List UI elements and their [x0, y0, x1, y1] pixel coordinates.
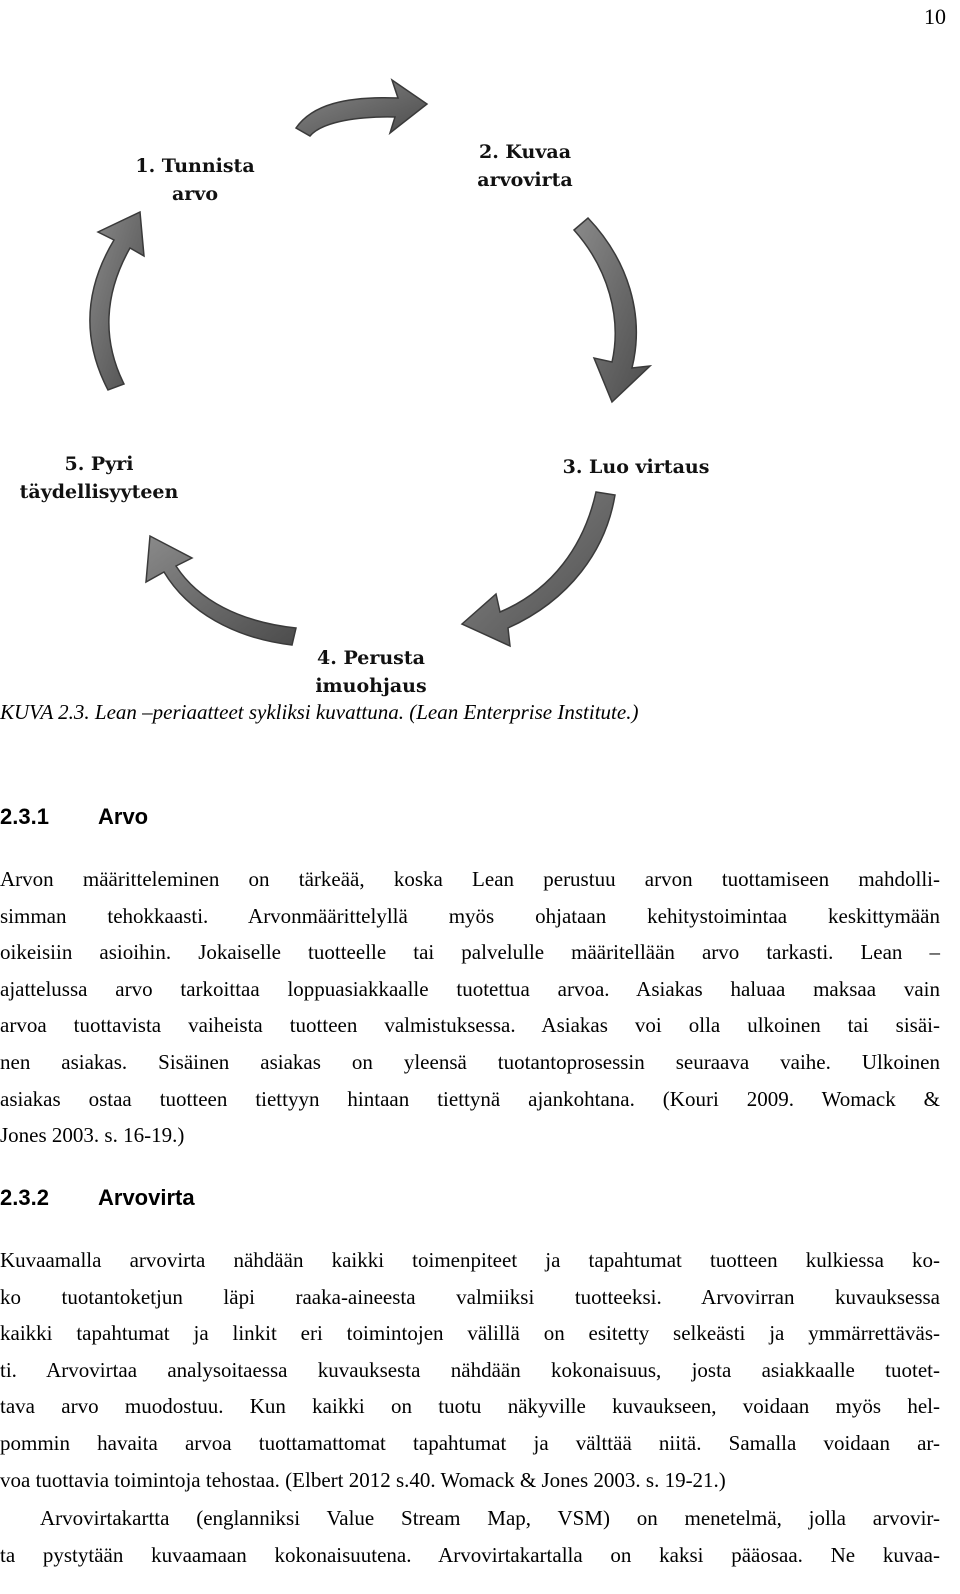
section-heading-arvo — [0, 804, 148, 830]
paragraph-arvo — [0, 861, 940, 1154]
text-line: ta pystytään kuvaamaan kokonaisuutena. Arvovirtakartalla on kaksi pääosaa. Ne kuvaa- — [0, 1542, 940, 1567]
text-line: tava arvo muodostuu. Kun kaikki on tuotu näkyville kuvaukseen, voidaan myös hel- — [0, 1394, 940, 1419]
text-line: pommin havaita arvoa tuottamattomat tapahtumat ja välttää niitä. Samalla voidaan ar- — [0, 1430, 940, 1455]
section-title: Arvovirta — [98, 1185, 195, 1210]
step-3-label: 3. Luo virtaus — [562, 456, 710, 478]
text-line: Arvon määritteleminen on tärkeää, koska Lean perustuu arvon tuottamiseen mahdolli- — [0, 867, 940, 891]
step-5-label: 5. Pyri täydellisyyteen — [19, 453, 179, 503]
arrow-5-to-1 — [90, 212, 144, 390]
text-line: kaikki tapahtumat ja linkit eri toimintojen välillä on esitetty selkeästi ja ymmärrettäväs- — [0, 1321, 940, 1346]
text-line: Jones 2003. s. 16-19.) — [0, 1123, 185, 1148]
lean-cycle-figure — [0, 0, 960, 720]
section-number: 2.3.1 — [0, 804, 49, 829]
section-title: Arvo — [98, 804, 149, 829]
text-line: voa tuottavia toimintoja tehostaa. (Elbert 2012 s.40. Womack & Jones 2003. s. 19-21.) — [0, 1467, 726, 1492]
section-number: 2.3.2 — [0, 1185, 49, 1210]
arrow-4-to-5 — [146, 536, 296, 645]
paragraph-arvovirta-2 — [0, 1500, 940, 1573]
arrow-2-to-3 — [574, 218, 650, 402]
page-number: 10 — [924, 4, 946, 29]
step-1-label: 1. Tunnista arvo — [135, 155, 255, 205]
figure-caption: KUVA 2.3. Lean –periaatteet sykliksi kuvattuna. (Lean Enterprise Institute.) — [0, 700, 639, 724]
arrow-3-to-4 — [462, 492, 615, 646]
text-line: simman tehokkaasti. Arvonmäärittelyllä myös ohjataan kehitystoimintaa keskittymään — [0, 903, 940, 928]
text-line: ti. Arvovirtaa analysoitaessa kuvauksesta nähdään kokonaisuus, josta asiakkaalle tuotet- — [0, 1357, 940, 1382]
step-2-label: 2. Kuvaa arvovirta — [477, 141, 573, 191]
text-line: ko tuotantoketjun läpi raaka-aineesta valmiiksi tuotteeksi. Arvovirran kuvauksessa — [0, 1284, 940, 1309]
step-4-label: 4. Perusta imuohjaus — [315, 647, 427, 697]
text-line: Kuvaamalla arvovirta nähdään kaikki toimenpiteet ja tapahtumat tuotteen kulkiessa ko- — [0, 1248, 940, 1272]
arrow-1-to-2 — [296, 80, 427, 136]
cycle-arrows — [0, 0, 960, 720]
text-line: Arvovirtakartta (englanniksi Value Stream Map, VSM) on menetelmä, jolla arvovir- — [40, 1506, 940, 1530]
text-line: nen asiakas. Sisäinen asiakas on yleensä tuotantoprosessin seuraava vaihe. Ulkoinen — [0, 1049, 940, 1074]
section-heading-arvovirta — [0, 1185, 195, 1211]
text-line: ajattelussa arvo tarkoittaa loppuasiakkaalle tuotettua arvoa. Asiakas haluaa maksaa vain — [0, 976, 940, 1001]
text-line: asiakas ostaa tuotteen tiettyyn hintaan tiettynä ajankohtana. (Kouri 2009. Womack & — [0, 1086, 940, 1111]
paragraph-arvovirta-1 — [0, 1242, 940, 1498]
text-line: arvoa tuottavista vaiheista tuotteen valmistuksessa. Asiakas voi olla ulkoinen tai sisäi- — [0, 1013, 940, 1038]
text-line: oikeisiin asioihin. Jokaiselle tuotteelle tai palvelulle määritellään arvo tarkasti. Lean – — [0, 940, 940, 965]
